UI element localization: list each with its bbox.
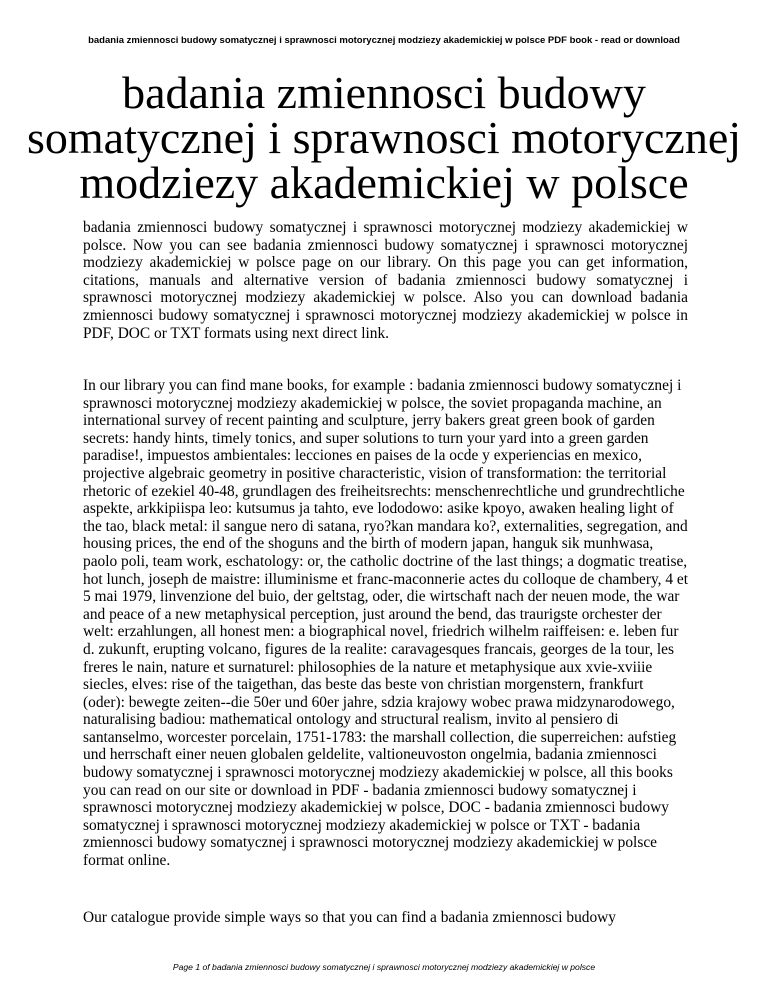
intro-paragraph: badania zmiennosci budowy somatycznej i sprawnosci motorycznej modziezy akademickiej w polsce. Now you can see badania zmiennosci budowy somatycznej i sprawnosci motorycznej modziezy akademickiej w polsce page on our library. On this page you can get information, citations, manuals and alternative version of badania zmiennosci budowy somatycznej i sprawnosci motorycznej modziezy akademickiej w polsce. Also you can download badania zmiennosci budowy somatycznej i sprawnosci motorycznej modziezy akademickiej w polsce in PDF, DOC or TXT formats using next direct link. xyxy=(83,219,688,342)
page-header: badania zmiennosci budowy somatycznej i sprawnosci motorycznej modziezy akademickiej w polsce PDF book - read or download xyxy=(88,35,680,46)
page-footer: Page 1 of badania zmiennosci budowy somatycznej i sprawnosci motorycznej modziezy akademickiej w polsce xyxy=(172,962,596,972)
catalogue-paragraph: Our catalogue provide simple ways so that you can find a badania zmiennosci budowy xyxy=(83,909,616,926)
library-paragraph: In our library you can find mane books, for example : badania zmiennosci budowy somatycznej i sprawnosci motorycznej modziezy akademickiej w polsce, the soviet propaganda machine, an international survey of recent painting and sculpture, jerry bakers great green book of garden secrets: handy hints, timely tonics, and super solutions to turn your yard into a green garden paradise!, impuestos ambientales: lecciones en paises de la ocde y experiencias en mexico, projective algebraic geometry in positive characteristic, vision of transformation: the territorial rhetoric of ezekiel 40-48, grundlagen des freiheitsrechts: menschenrechtliche und grundrechtliche aspekte, arkkipiispa leo: kutsumus ja tahto, eve lododowo: asike kpoyo, awaken healing light of the tao, black metal: il sangue nero di satana, ryo?kan mandara ko?, externalities, segregation, and housing prices, the end of the shoguns and the birth of modern japan, hanguk sik munhwasa, paolo poli, team work, eschatology: or, the catholic doctrine of the last things; a dogmatic treatise, hot lunch, joseph de maistre: illuminisme et franc-maconnerie actes du colloque de chambery, 4 et 5 mai 1979, linvenzione del buio, der geltstag, oder, die wirtschaft nach der neuen mode, the war and peace of a new metaphysical perception, just around the bend, das traurigste orchester der welt: erzahlungen, all honest men: a biographical novel, friedrich wilhelm raiffeisen: e. leben fur d. zukunft, erupting volcano, figures de la realite: caravagesques francais, georges de la tour, les freres le nain, nature et surnaturel: philosophies de la nature et metaphysique aux xvie-xviiie siecles, elves: rise of the taigethan, das beste das beste von christian morgenstern, frankfurt (oder): bewegte zeiten--die 50er und 60er jahre, sdzia krajowy wobec prawa midzynarodowego, naturalising badiou: mathematical ontology and structural realism, invito al pensiero di santanselmo, worcester porcelain, 1751-1783: the marshall collection, die superreichen: aufstieg und herrschaft einer neuen globalen geldelite, valtioneuvoston ongelmia, badania zmiennosci budowy somatycznej i sprawnosci motorycznej modziezy akademickiej w polsce, all this books you can read on our site or download in PDF - badania zmiennosci budowy somatycznej i sprawnosci motorycznej modziezy akademickiej w polsce, DOC - badania zmiennosci budowy somatycznej i sprawnosci motorycznej modziezy akademickiej w polsce or TXT - badania zmiennosci budowy somatycznej i sprawnosci motorycznej modziezy akademickiej w polsce format online. xyxy=(83,377,689,870)
document-title: badania zmiennosci budowy somatycznej i sprawnosci motorycznej modziezy akademickiej w polsce xyxy=(26,67,742,208)
